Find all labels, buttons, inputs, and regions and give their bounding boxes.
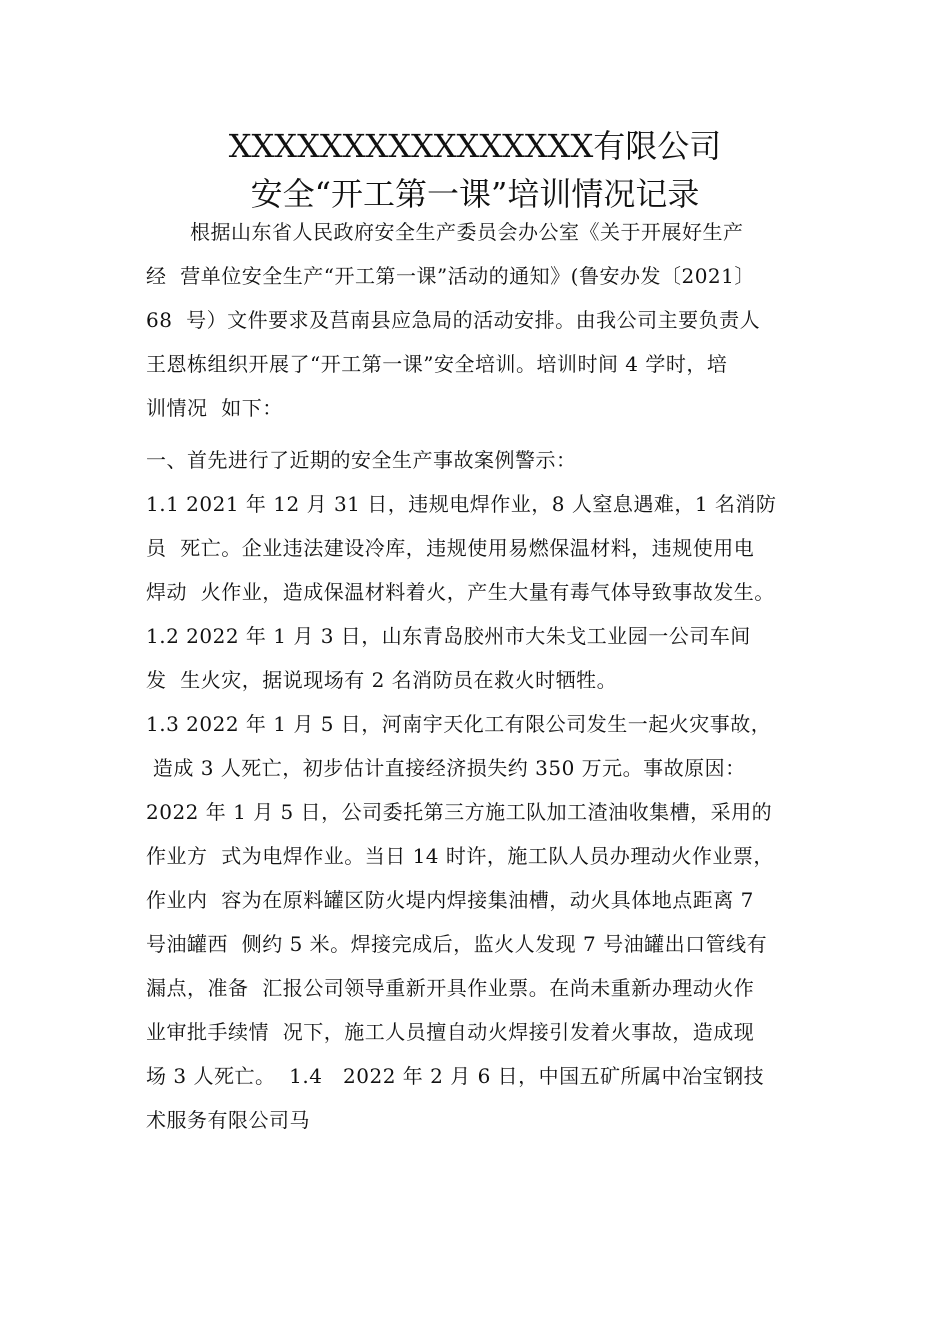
body-line: 2022 年 1 月 5 日，公司委托第三方施工队加工渣油收集槽，采用的 — [146, 800, 773, 824]
body-line: 焊动 火作业，造成保温材料着火，产生大量有毒气体导致事故发生。 — [146, 580, 775, 604]
intro-line: 王恩栋组织开展了“开工第一课”安全培训。培训时间 4 学时，培 — [146, 352, 728, 376]
section-heading: 一、首先进行了近期的安全生产事故案例警示： — [146, 448, 577, 472]
body-line: 号油罐西 侧约 5 米。焊接完成后，监火人发现 7 号油罐出口管线有 — [146, 932, 768, 956]
body-line: 漏点，准备 汇报公司领导重新开具作业票。在尚未重新办理动火作 — [146, 976, 755, 1000]
body-line: 术服务有限公司马 — [146, 1108, 310, 1132]
document-body — [146, 210, 846, 1142]
company-title: XXXXXXXXXXXXXXXX有限公司 — [228, 127, 722, 165]
body-line: 1.3 2022 年 1 月 5 日，河南宇天化工有限公司发生一起火灾事故， — [146, 712, 772, 736]
body-line: 业审批手续情 况下，施工人员擅自动火焊接引发着火事故，造成现 — [146, 1020, 755, 1044]
body-line: 场 3 人死亡。 1.4 2022 年 2 月 6 日，中国五矿所属中冶宝钢技 — [146, 1064, 765, 1088]
paragraph-gap — [146, 430, 846, 438]
intro-line: 训情况 如下： — [146, 396, 283, 420]
record-title: 安全“开工第一课”培训情况记录 — [250, 175, 700, 213]
body-line: 员 死亡。企业违法建设冷库，违规使用易燃保温材料，违规使用电 — [146, 536, 755, 560]
body-line: 1.2 2022 年 1 月 3 日，山东青岛胶州市大朱戈工业园一公司车间 — [146, 624, 751, 648]
intro-line: 68 号）文件要求及莒南县应急局的活动安排。由我公司主要负责人 — [146, 308, 761, 332]
intro-line: 根据山东省人民政府安全生产委员会办公室《关于开展好生产 — [190, 220, 744, 244]
body-line: 造成 3 人死亡，初步估计直接经济损失约 350 万元。事故原因： — [146, 756, 746, 780]
body-line: 发 生火灾，据说现场有 2 名消防员在救火时牺牲。 — [146, 668, 618, 692]
body-line: 作业方 式为电焊作业。当日 14 时许，施工队人员办理动火作业票， — [146, 844, 774, 868]
intro-line: 经 营单位安全生产“开工第一课”活动的通知》(鲁安办发〔2021〕 — [146, 264, 755, 288]
body-line: 作业内 容为在原料罐区防火堤内焊接集油槽，动火具体地点距离 7 — [146, 888, 754, 912]
body-line: 1.1 2021 年 12 月 31 日，违规电焊作业，8 人窒息遇难，1 名消防 — [146, 492, 777, 516]
